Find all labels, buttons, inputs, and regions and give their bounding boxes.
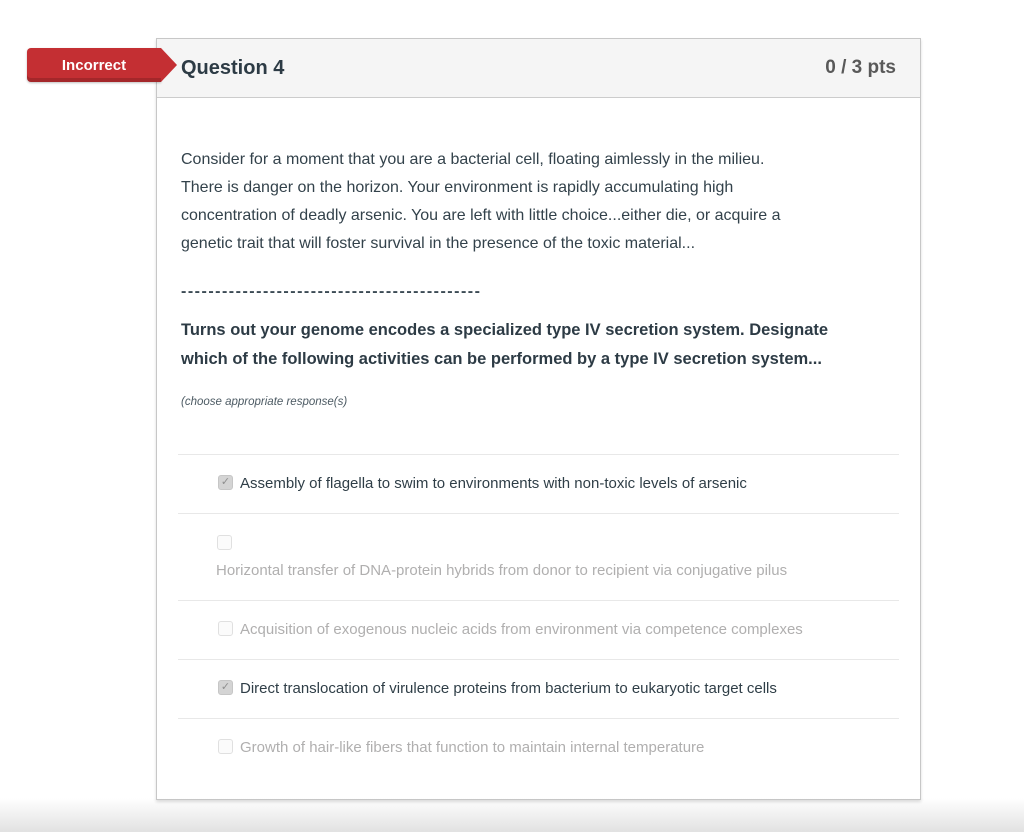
answer-checkbox[interactable] <box>218 739 233 754</box>
question-text-line: Consider for a moment that you are a bacterial cell, floating aimlessly in the milieu. <box>181 151 765 168</box>
hint-text: (choose appropriate response(s) <box>181 396 348 408</box>
question-text-line: concentration of deadly arsenic. You are left with little choice...either die, or acquire a <box>181 207 781 224</box>
answer-text: Growth of hair-like fibers that function to maintain internal temperature <box>240 739 705 756</box>
question-title: Question 4 <box>181 56 285 79</box>
incorrect-flag <box>27 48 161 82</box>
answer-row <box>178 455 899 514</box>
checkmark-icon: ✓ <box>220 476 231 488</box>
answer-checkbox[interactable] <box>218 680 233 695</box>
question-header <box>157 39 920 98</box>
question-body <box>157 98 920 799</box>
answer-checkbox[interactable] <box>217 535 232 550</box>
answer-row <box>178 514 899 601</box>
question-text-line: There is danger on the horizon. Your environment is rapidly accumulating high <box>181 179 734 196</box>
answer-text: Horizontal transfer of DNA-protein hybrids from donor to recipient via conjugative pilus <box>216 562 788 579</box>
question-text <box>181 146 896 258</box>
question-prompt-line: Turns out your genome encodes a specialized type IV secretion system. Designate <box>181 321 829 339</box>
page-bottom-shadow <box>0 798 1024 832</box>
answer-text: Direct translocation of virulence proteins from bacterium to eukaryotic target cells <box>240 680 777 697</box>
question-prompt <box>181 316 896 374</box>
checkmark-icon: ✓ <box>220 681 231 693</box>
answer-checkbox[interactable] <box>218 475 233 490</box>
answer-row <box>178 660 899 719</box>
answer-row <box>178 719 899 777</box>
question-text-line: genetic trait that will foster survival in the presence of the toxic material... <box>181 235 696 252</box>
answers-list <box>178 454 899 777</box>
question-prompt-line: which of the following activities can be performed by a type IV secretion system... <box>181 350 822 368</box>
separator-dashes: -------------------------------------------- <box>181 283 482 300</box>
question-points: 0 / 3 pts <box>825 57 896 78</box>
answer-checkbox[interactable] <box>218 621 233 636</box>
answer-row <box>178 601 899 660</box>
answer-text: Assembly of flagella to swim to environments with non-toxic levels of arsenic <box>240 475 747 492</box>
incorrect-flag-label: Incorrect <box>61 56 127 74</box>
answer-text: Acquisition of exogenous nucleic acids from environment via competence complexes <box>240 621 803 638</box>
question-card <box>156 38 921 800</box>
